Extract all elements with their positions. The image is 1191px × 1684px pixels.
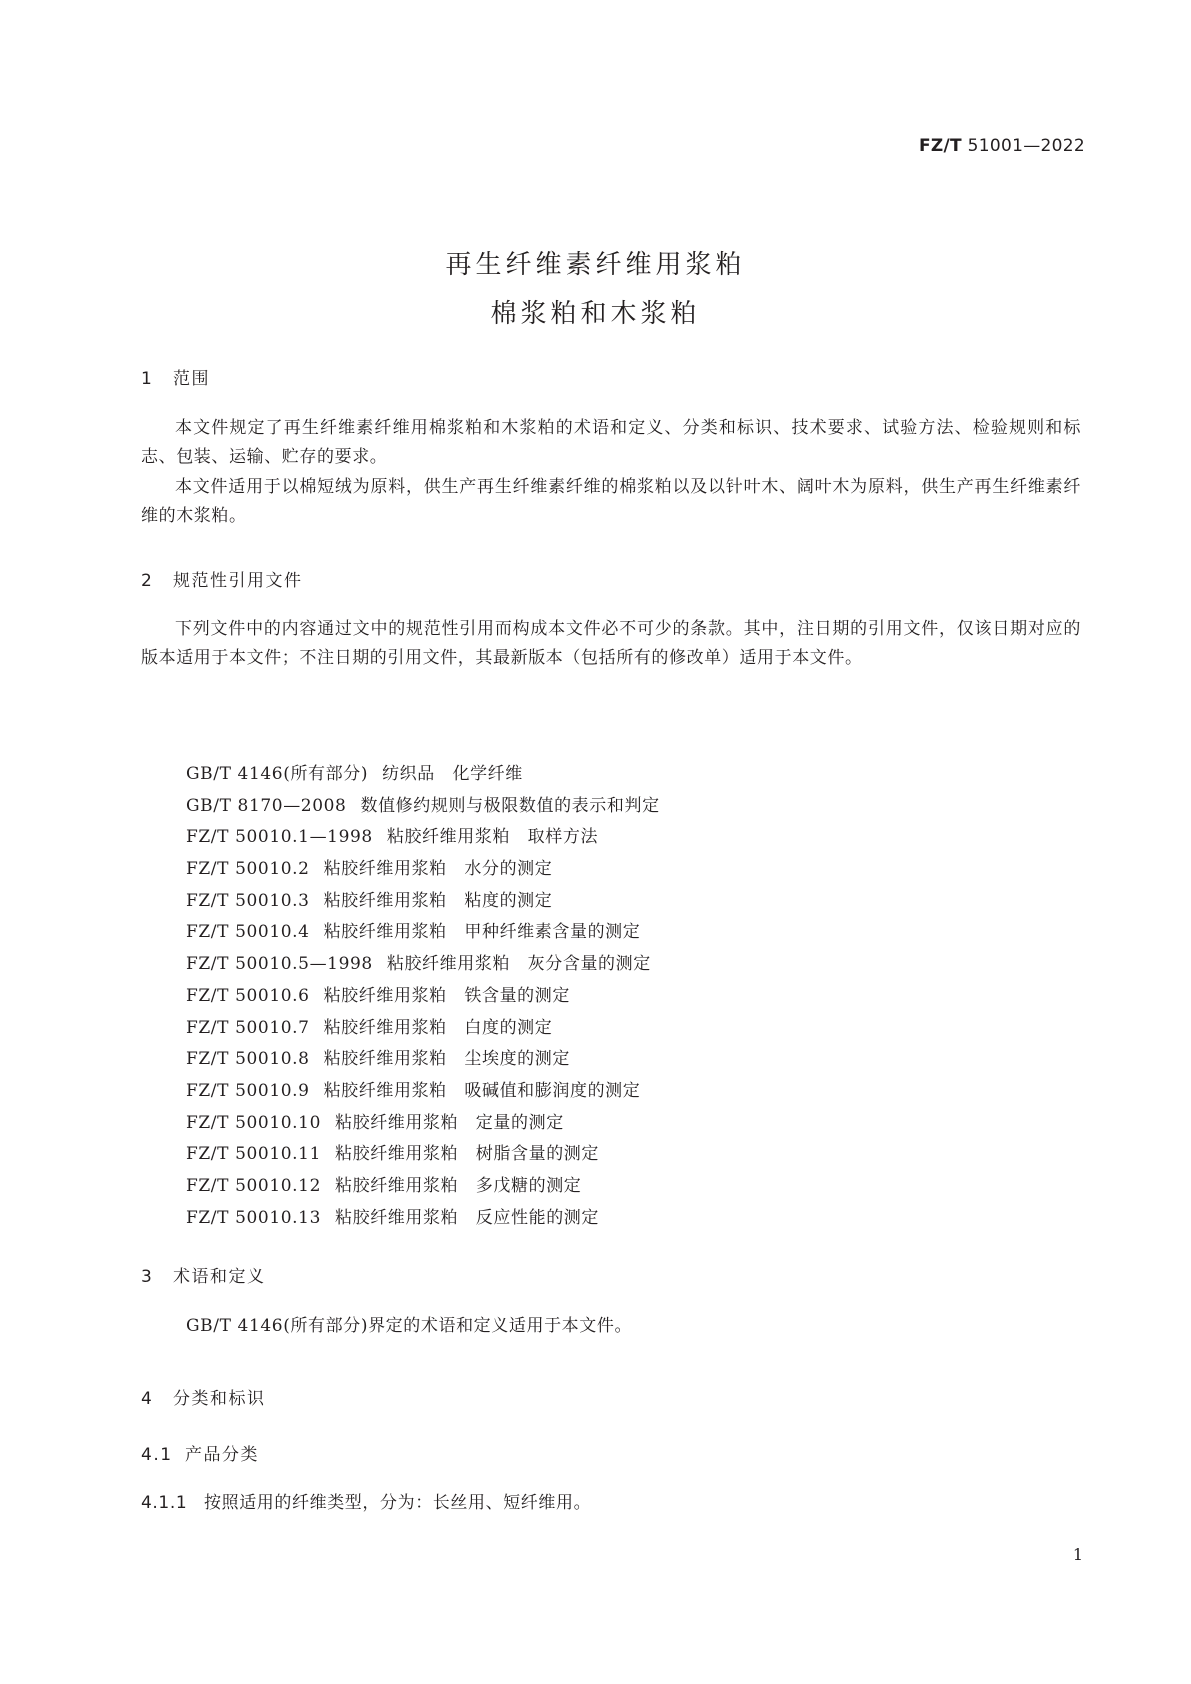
- reference-item: [186, 1076, 660, 1108]
- reference-code: FZ/T 50010.4: [186, 922, 310, 943]
- section-title: 范围: [173, 369, 210, 389]
- reference-code: FZ/T 50010.10: [186, 1112, 321, 1133]
- subsection-number: 4.1: [141, 1445, 173, 1465]
- standard-prefix: FZ/T: [918, 136, 962, 156]
- standard-code: 51001—2022: [967, 136, 1085, 156]
- section-title: 分类和标识: [173, 1389, 266, 1409]
- reference-item: [186, 1013, 660, 1045]
- reference-title: 粘胶纤维用浆粕 树脂含量的测定: [335, 1144, 599, 1165]
- terms-paragraph: GB/T 4146(所有部分)界定的术语和定义适用于本文件。: [186, 1316, 633, 1336]
- reference-item: [186, 791, 660, 823]
- clause-number: 4.1.1: [141, 1493, 188, 1513]
- scope-paragraph-2: 本文件适用于以棉短绒为原料，供生产再生纤维素纤维的棉浆粕以及以针叶木、阔叶木为原料，供生产再生纤维素纤维的木浆粕。: [141, 477, 1081, 526]
- reference-title: 数值修约规则与极限数值的表示和判定: [360, 795, 660, 816]
- reference-item: [186, 1139, 660, 1171]
- reference-code: FZ/T 50010.12: [186, 1175, 321, 1196]
- reference-item: [186, 1171, 660, 1203]
- reference-code: FZ/T 50010.13: [186, 1207, 321, 1228]
- clause-4-1-1: [141, 1489, 591, 1518]
- reference-title: 粘胶纤维用浆粕 取样方法: [386, 827, 599, 848]
- reference-item: [186, 949, 660, 981]
- reference-item: [186, 1203, 660, 1235]
- reference-code: FZ/T 50010.1—1998: [186, 827, 373, 848]
- reference-title: 粘胶纤维用浆粕 白度的测定: [323, 1017, 553, 1038]
- reference-code: FZ/T 50010.6: [186, 985, 310, 1006]
- reference-code: FZ/T 50010.5—1998: [186, 954, 373, 975]
- scope-paragraph-1: 本文件规定了再生纤维素纤维用棉浆粕和木浆粕的术语和定义、分类和标识、技术要求、试验方法、检验规则和标志、包装、运输、贮存的要求。: [141, 418, 1081, 467]
- reference-code: FZ/T 50010.2: [186, 859, 310, 880]
- section-2-heading: [141, 566, 303, 591]
- reference-code: GB/T 4146(所有部分): [186, 764, 369, 784]
- section-title: 术语和定义: [173, 1267, 266, 1287]
- section-number: 4: [141, 1389, 154, 1409]
- reference-code: FZ/T 50010.8: [186, 1049, 310, 1070]
- subsection-4-1-heading: [141, 1440, 259, 1465]
- reference-item: [186, 1108, 660, 1140]
- section-4-heading: [141, 1384, 266, 1409]
- clause-text: 按照适用的纤维类型，分为：长丝用、短纤维用。: [204, 1493, 592, 1513]
- reference-title: 粘胶纤维用浆粕 尘埃度的测定: [323, 1049, 570, 1070]
- reference-item: [186, 854, 660, 886]
- reference-item: [186, 822, 660, 854]
- reference-title: 粘胶纤维用浆粕 水分的测定: [323, 859, 553, 880]
- section-title: 规范性引用文件: [173, 571, 303, 591]
- document-title-line1: 再生纤维素纤维用浆粕: [445, 250, 746, 280]
- reference-item: [186, 1044, 660, 1076]
- reference-title: 粘胶纤维用浆粕 铁含量的测定: [323, 985, 570, 1006]
- reference-code: FZ/T 50010.7: [186, 1017, 310, 1038]
- normative-intro-paragraph: 下列文件中的内容通过文中的规范性引用而构成本文件必不可少的条款。其中，注日期的引用文件，仅该日期对应的版本适用于本文件；不注日期的引用文件，其最新版本（包括所有的修改单）适用于本文件。: [141, 619, 1081, 668]
- document-title-line2: 棉浆粕和木浆粕: [490, 299, 701, 329]
- reference-title: 粘胶纤维用浆粕 粘度的测定: [323, 890, 553, 911]
- reference-title: 纺织品 化学纤维: [382, 764, 523, 784]
- reference-item: [186, 917, 660, 949]
- page-number: 1: [1072, 1545, 1083, 1564]
- reference-code: GB/T 8170—2008: [186, 795, 347, 816]
- section-3-heading: [141, 1262, 266, 1287]
- section-number: 3: [141, 1267, 154, 1287]
- section-number: 2: [141, 571, 154, 591]
- subsection-title: 产品分类: [185, 1445, 259, 1465]
- reference-code: FZ/T 50010.11: [186, 1144, 321, 1165]
- section-number: 1: [141, 369, 154, 389]
- reference-code: FZ/T 50010.3: [186, 890, 310, 911]
- section-1-heading: [141, 364, 210, 389]
- reference-title: 粘胶纤维用浆粕 甲种纤维素含量的测定: [323, 922, 641, 943]
- reference-item: [186, 759, 660, 791]
- reference-item: [186, 886, 660, 918]
- standard-number: [919, 136, 1085, 156]
- reference-list: [186, 759, 660, 1234]
- reference-title: 粘胶纤维用浆粕 反应性能的测定: [335, 1207, 599, 1228]
- reference-code: FZ/T 50010.9: [186, 1080, 310, 1101]
- reference-title: 粘胶纤维用浆粕 吸碱值和膨润度的测定: [323, 1080, 641, 1101]
- reference-title: 粘胶纤维用浆粕 多戊糖的测定: [335, 1175, 582, 1196]
- reference-title: 粘胶纤维用浆粕 定量的测定: [335, 1112, 564, 1133]
- reference-title: 粘胶纤维用浆粕 灰分含量的测定: [386, 954, 651, 975]
- reference-item: [186, 981, 660, 1013]
